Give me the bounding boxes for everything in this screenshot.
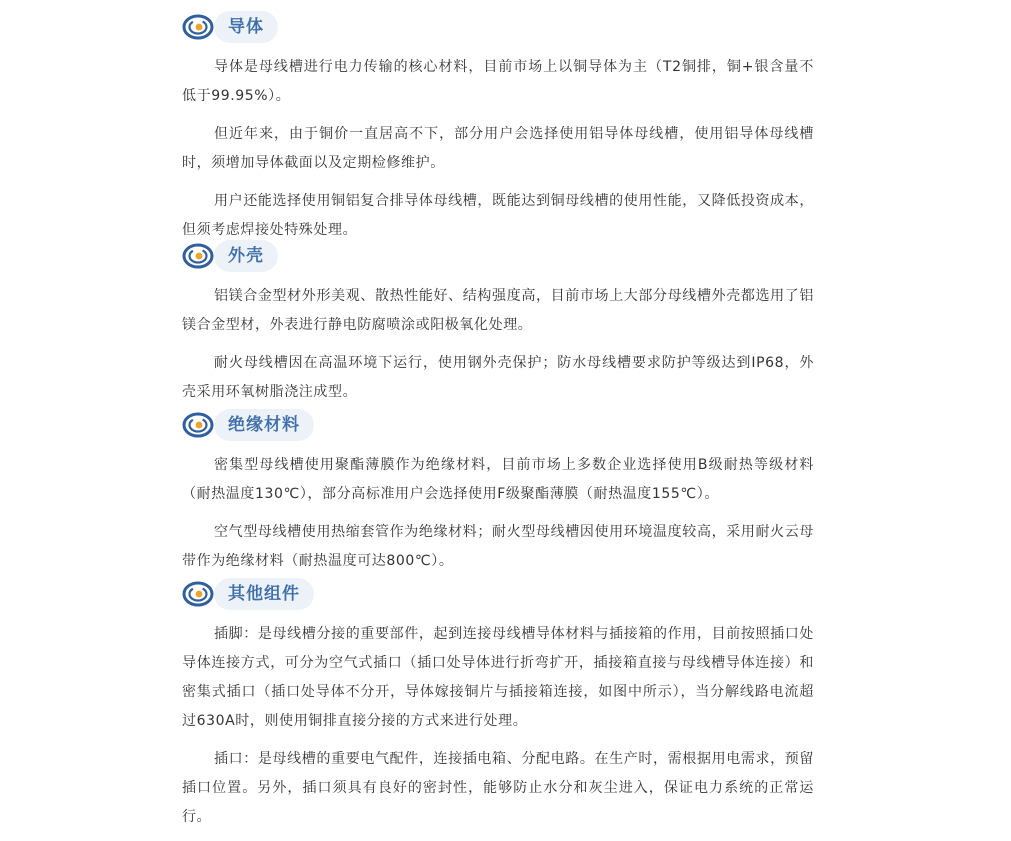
section-title: 其他组件 xyxy=(214,578,314,610)
section-heading xyxy=(182,7,814,47)
swirl-logo-icon xyxy=(182,240,214,272)
section-title: 导体 xyxy=(214,11,278,43)
paragraph: 铝镁合金型材外形美观、散热性能好、结构强度高，目前市场上大部分母线槽外壳都选用了铝镁合金型材，外表进行静电防腐喷涂或阳极氧化处理。 xyxy=(182,288,814,333)
swirl-logo-icon xyxy=(182,11,214,43)
section-heading xyxy=(182,574,814,614)
swirl-logo-icon xyxy=(182,409,214,441)
section-title: 外壳 xyxy=(214,240,278,272)
paragraph: 导体是母线槽进行电力传输的核心材料，目前市场上以铜导体为主（T2铜排，铜+银含量不低于99.95%）。 xyxy=(182,59,814,104)
swirl-logo-icon xyxy=(182,578,214,610)
section-other-components xyxy=(182,574,814,841)
paragraph: 密集型母线槽使用聚酯薄膜作为绝缘材料，目前市场上多数企业选择使用B级耐热等级材料（耐热温度130℃），部分高标准用户会选择使用F级聚酯薄膜（耐热温度155℃）。 xyxy=(182,457,814,502)
section-heading xyxy=(182,236,814,276)
paragraph: 但近年来，由于铜价一直居高不下，部分用户会选择使用铝导体母线槽，使用铝导体母线槽时，须增加导体截面以及定期检修维护。 xyxy=(182,126,814,171)
paragraph: 空气型母线槽使用热缩套管作为绝缘材料；耐火型母线槽因使用环境温度较高，采用耐火云母带作为绝缘材料（耐热温度可达800℃）。 xyxy=(182,524,814,569)
section-insulation xyxy=(182,405,814,585)
section-title: 绝缘材料 xyxy=(214,409,314,441)
section-conductor xyxy=(182,7,814,254)
paragraph: 插脚：是母线槽分接的重要部件，起到连接母线槽导体材料与插接箱的作用，目前按照插口处导体连接方式，可分为空气式插口（插口处导体进行折弯扩开，插接箱直接与母线槽导体连接）和密集式插口（插口处导体不分开，导体嫁接铜片与插接箱连接，如图中所示），当分解线路电流超过630A时，则使用铜排直接分接的方式来进行处理。 xyxy=(182,626,814,729)
paragraph: 用户还能选择使用铜铝复合排导体母线槽，既能达到铜母线槽的使用性能，又降低投资成本，但须考虑焊接处特殊处理。 xyxy=(182,193,814,238)
paragraph: 插口：是母线槽的重要电气配件，连接插电箱、分配电路。在生产时，需根据用电需求，预留插口位置。另外，插口须具有良好的密封性，能够防止水分和灰尘进入，保证电力系统的正常运行。 xyxy=(182,751,814,825)
section-housing xyxy=(182,236,814,416)
section-heading xyxy=(182,405,814,445)
paragraph: 耐火母线槽因在高温环境下运行，使用钢外壳保护；防水母线槽要求防护等级达到IP68，外壳采用环氧树脂浇注成型。 xyxy=(182,355,814,400)
